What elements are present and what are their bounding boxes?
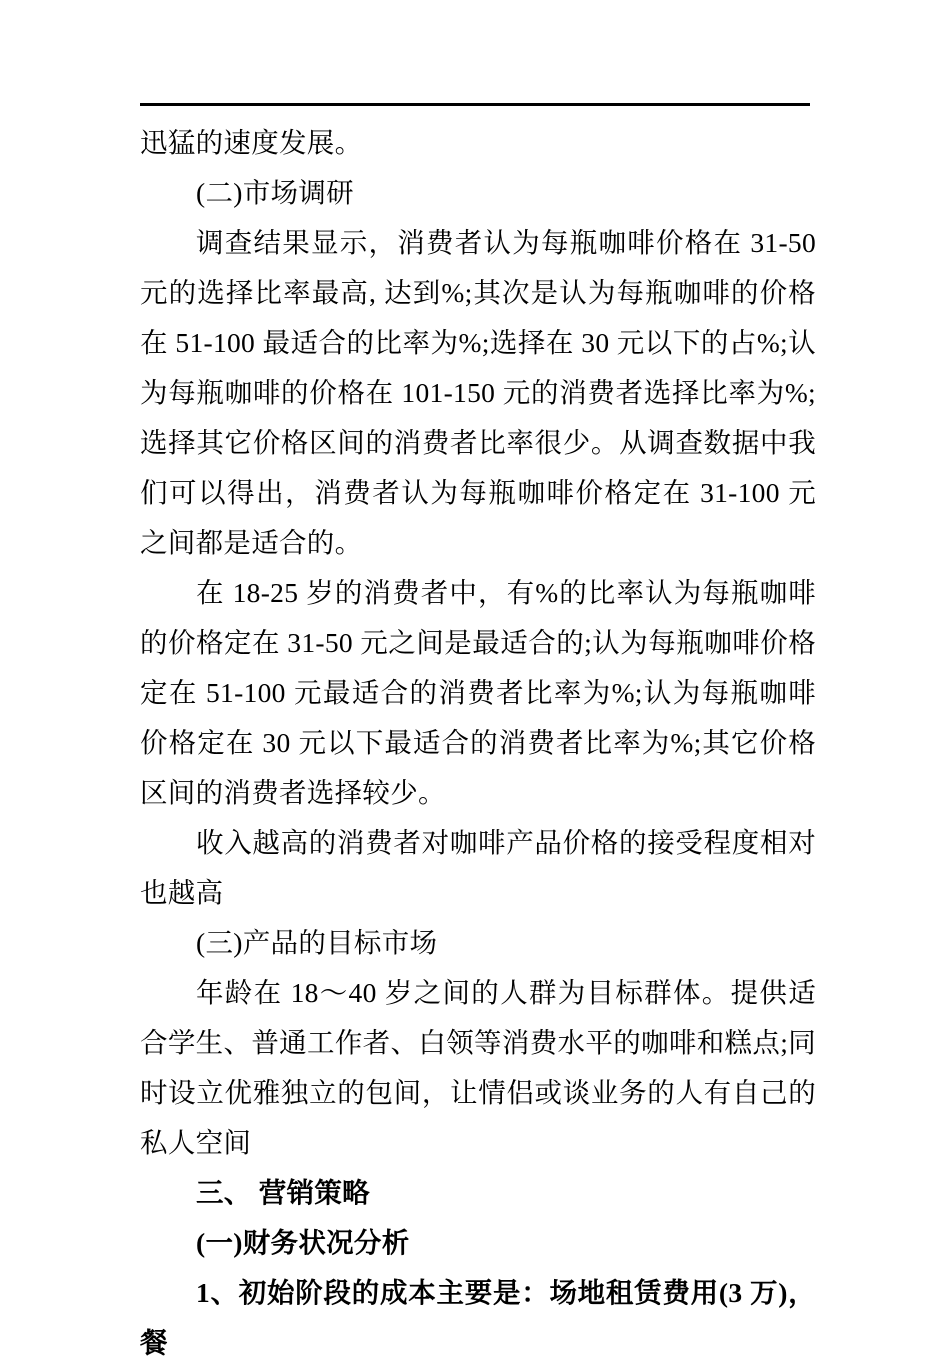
paragraph-survey-results: 调查结果显示，消费者认为每瓶咖啡价格在 31-50 元的选择比率最高, 达到%;其次是认为每瓶咖啡的价格在 51-100 最适合的比率为%;选择在 30 元以下的占%;认为每瓶咖啡的价格在 101-150 元的消费者选择比率为%;选择其它价格区间的消费者比率很少。从调查数据中我们可以得出，消费者认为每瓶咖啡价格定在 31-100 元之间都是适合的。	[140, 227, 824, 558]
heading-market-research: (二)市场调研	[196, 177, 354, 208]
header-rule	[140, 103, 810, 106]
paragraph-income-acceptance: 收入越高的消费者对咖啡产品价格的接受程度相对也越高	[140, 827, 816, 908]
paragraph-age-group-survey: 在 18-25 岁的消费者中，有%的比率认为每瓶咖啡的价格定在 31-50 元之间是最适合的;认为每瓶咖啡价格定在 51-100 元最适合的消费者比率为%;认为每瓶咖啡价格定在 30 元以下最适合的消费者比率为%;其它价格区间的消费者选择较少。	[140, 577, 816, 808]
paragraph-continuation: 迅猛的速度发展。	[140, 127, 363, 158]
document-body	[140, 118, 824, 1368]
heading-marketing-strategy: 三、 营销策略	[196, 1177, 370, 1208]
heading-financial-analysis: (一)财务状况分析	[196, 1227, 410, 1258]
paragraph-initial-cost: 1、初始阶段的成本主要是：场地租赁费用(3 万)，餐	[140, 1277, 816, 1358]
heading-target-market: (三)产品的目标市场	[196, 927, 438, 958]
paragraph-target-market-detail: 年龄在 18～40 岁之间的人群为目标群体。提供适合学生、普通工作者、白领等消费水平的咖啡和糕点;同时设立优雅独立的包间，让情侣或谈业务的人有自己的私人空间	[140, 977, 816, 1158]
